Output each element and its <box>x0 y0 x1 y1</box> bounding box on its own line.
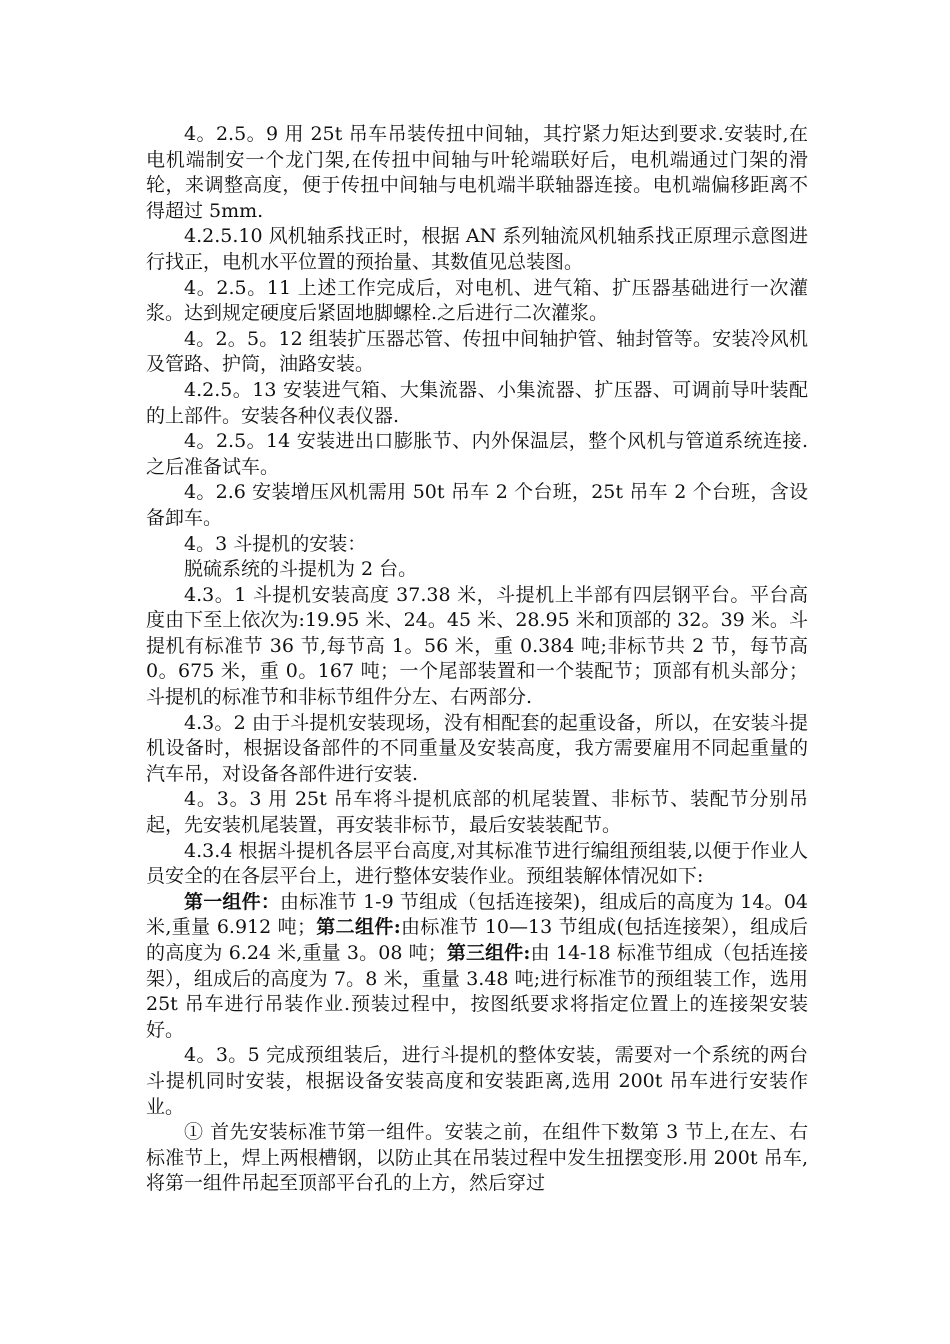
group-1-label: 第一组件： <box>184 890 281 913</box>
group-2-label: 第二组件: <box>315 916 401 939</box>
paragraph-4-2-5-11: 4。2.5。11 上述工作完成后，对电机、进气箱、扩压器基础进行一次灌浆。达到规定硬度后紧固地脚螺栓.之后进行二次灌浆。 <box>146 276 808 325</box>
group-3-text: 由 14-18 标准节组成（包括连接架），组成后的高度为 7。8 米，重量 3.48 吨;进行标准节的预组装工作，选用 25t 吊车进行吊装作业.预装过程中，按图纸要求将指定位置上的连接架安装好。 <box>146 942 809 1041</box>
group-2-text: 由标准节 10—13 节组成(包括连接架），组成后的高度为 6.24 米,重量 3。08 吨； <box>146 916 808 964</box>
paragraph-4-2-5-12: 4。2。5。12 组装扩压器芯管、传扭中间轴护管、轴封管等。安装冷风机及管路、护筒，油路安装。 <box>146 327 808 376</box>
paragraph-4-2-5-9: 4。2.5。9 用 25t 吊车吊装传扭中间轴，其拧紧力矩达到要求.安装时,在电机端制安一个龙门架,在传扭中间轴与叶轮端联好后，电机端通过门架的滑轮，来调整高度，便于传扭中间轴与电机端半联轴器连接。电机端偏移距离不得超过 5mm. <box>146 123 808 222</box>
group-1-text: 由标准节 1-9 节组成（包括连接架)，组成后的高度为 14。04 米,重量 6.912 吨； <box>146 890 808 939</box>
paragraph-groups <box>146 890 808 1044</box>
paragraph-intro: 脱硫系统的斗提机为 2 台。 <box>184 558 418 581</box>
group-3-label: 第三组件: <box>446 942 531 964</box>
paragraph-4-2-5-10: 4.2.5.10 风机轴系找正时，根据 AN 系列轴流风机轴系找正原理示意图进行找正，电机水平位置的预抬量、其数值见总装图。 <box>146 225 808 273</box>
paragraph-4-2-5-13: 4.2.5。13 安装进气箱、大集流器、小集流器、扩压器、可调前导叶装配的上部件。安装各种仪表仪器. <box>146 378 808 427</box>
document-body <box>146 122 808 1197</box>
paragraph-4-3-3: 4。3。3 用 25t 吊车将斗提机底部的机尾装置、非标节、装配节分别吊起，先安装机尾装置，再安装非标节，最后安装装配节。 <box>146 788 808 837</box>
paragraph-4-3-1: 4.3。1 斗提机安装高度 37.38 米，斗提机上半部有四层钢平台。平台高度由下至上依次为:19.95 米、24。45 米、28.95 米和顶部的 32。39 米。斗提机有标准节 36 节,每节高 1。56 米，重 0.384 吨;非标节共 2 节，每节高 0。675 米，重 0。167 吨；一个尾部装置和一个装配节；顶部有机头部分；斗提机的标准节和非标节组件分左、右两部分. <box>146 583 808 709</box>
paragraph-4-3-2: 4.3。2 由于斗提机安装现场，没有相配套的起重设备，所以，在安装斗提机设备时，根据设备部件的不同重量及安装高度，我方需要雇用不同起重量的汽车吊，对设备各部件进行安装. <box>146 711 808 785</box>
section-heading-4-3: 4。3 斗提机的安装： <box>184 532 367 555</box>
paragraph-4-3-5: 4。3。5 完成预组装后，进行斗提机的整体安装，需要对一个系统的两台斗提机同时安装，根据设备安装高度和安装距离,选用 200t 吊车进行安装作业。 <box>146 1044 808 1118</box>
paragraph-4-2-5-14: 4。2.5。14 安装进出口膨胀节、内外保温层，整个风机与管道系统连接.之后准备试车。 <box>146 430 808 478</box>
paragraph-4-2-6: 4。2.6 安装增压风机需用 50t 吊车 2 个台班，25t 吊车 2 个台班，含设备卸车。 <box>146 481 808 529</box>
paragraph-step-1: ① 首先安装标准节第一组件。安装之前，在组件下数第 3 节上,在左、右标准节上，焊上两根槽钢，以防止其在吊装过程中发生扭摆变形.用 200t 吊车,将第一组件吊起至顶部平台孔的上方，然后穿过 <box>146 1121 808 1195</box>
paragraph-4-3-4: 4.3.4 根据斗提机各层平台高度,对其标准节进行编组预组装,以便于作业人员安全的在各层平台上，进行整体安装作业。预组装解体情况如下: <box>146 839 808 888</box>
